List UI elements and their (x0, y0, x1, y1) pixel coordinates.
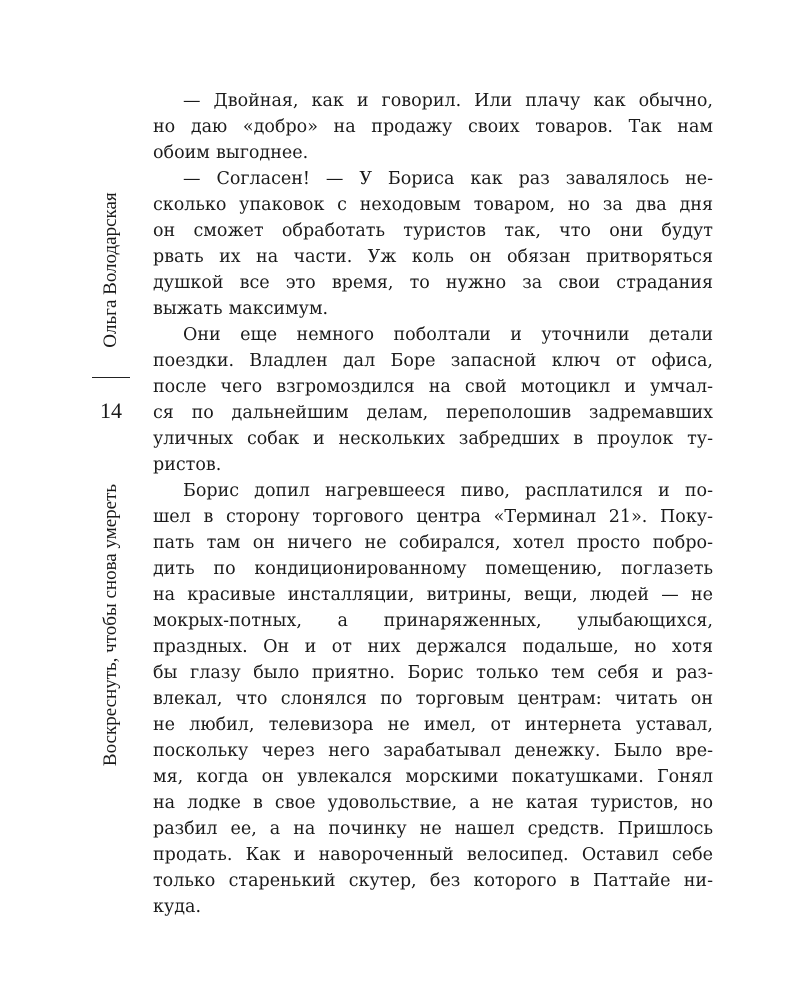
text-line: куда. (153, 897, 202, 917)
page-number: 14 (100, 398, 122, 423)
running-header (86, 170, 136, 820)
header-divider (92, 377, 130, 378)
text-line: мя, когда он увлекался морскими покатушками. Гонял (153, 767, 713, 787)
text-line: только старенький скутер, без которого в Паттайе ни- (153, 871, 713, 891)
text-line: пать там он ничего не собирался, хотел просто побро- (153, 533, 713, 553)
text-line: разбил ее, а на починку не нашел средств. Пришлось (153, 819, 713, 839)
text-line: уличных собак и нескольких забредших в проулок ту- (153, 429, 713, 449)
text-line: ся по дальнейшим делам, переполошив задремавших (153, 403, 713, 423)
text-line: продать. Как и навороченный велосипед. Оставил себе (153, 845, 713, 865)
text-line: Борис допил нагревшееся пиво, расплатился и по- (183, 481, 713, 501)
text-line: мокрых-потных, а принаряженных, улыбающихся, (153, 611, 713, 631)
text-line: душкой все это время, то нужно за свои страдания (153, 273, 713, 293)
text-line: влекал, что слонялся по торговым центрам: читать он (153, 689, 713, 709)
text-line: но даю «добро» на продажу своих товаров. Так нам (153, 117, 713, 137)
text-line: — Согласен! — У Бориса как раз завалялось не- (183, 169, 713, 189)
author-name: Ольга Володарская (100, 192, 121, 348)
text-line: обоим выгоднее. (153, 143, 309, 163)
text-line: ристов. (153, 455, 222, 475)
text-line: на лодке в свое удовольствие, а не катая туристов, но (153, 793, 713, 813)
text-line: не любил, телевизора не имел, от интернета уставал, (153, 715, 713, 735)
text-line: — Двойная, как и говорил. Или плачу как обычно, (183, 91, 713, 111)
text-line: шел в сторону торгового центра «Терминал 21». Поку- (153, 507, 713, 527)
text-line: праздных. Он и от них держался подальше, но хотя (153, 637, 713, 657)
text-line: рвать их на части. Уж коль он обязан притворяться (153, 247, 713, 267)
text-line: выжать максимум. (153, 299, 329, 319)
text-line: поскольку через него зарабатывал денежку. Было вре- (153, 741, 713, 761)
book-title: Воскреснуть, чтобы снова умереть (100, 483, 121, 767)
page-body-text (153, 88, 713, 920)
text-line: дить по кондиционированному помещению, поглазеть (153, 559, 713, 579)
text-line: на красивые инсталляции, витрины, вещи, людей — не (153, 585, 713, 605)
text-line: поездки. Владлен дал Боре запасной ключ от офиса, (153, 351, 713, 371)
text-line: после чего взгромоздился на свой мотоцикл и умчал- (153, 377, 713, 397)
text-line: Они еще немного поболтали и уточнили детали (183, 325, 713, 345)
text-line: бы глазу было приятно. Борис только тем себя и раз- (153, 663, 713, 683)
text-line: он сможет обработать туристов так, что они будут (153, 221, 713, 241)
text-line: сколько упаковок с неходовым товаром, но за два дня (153, 195, 713, 215)
